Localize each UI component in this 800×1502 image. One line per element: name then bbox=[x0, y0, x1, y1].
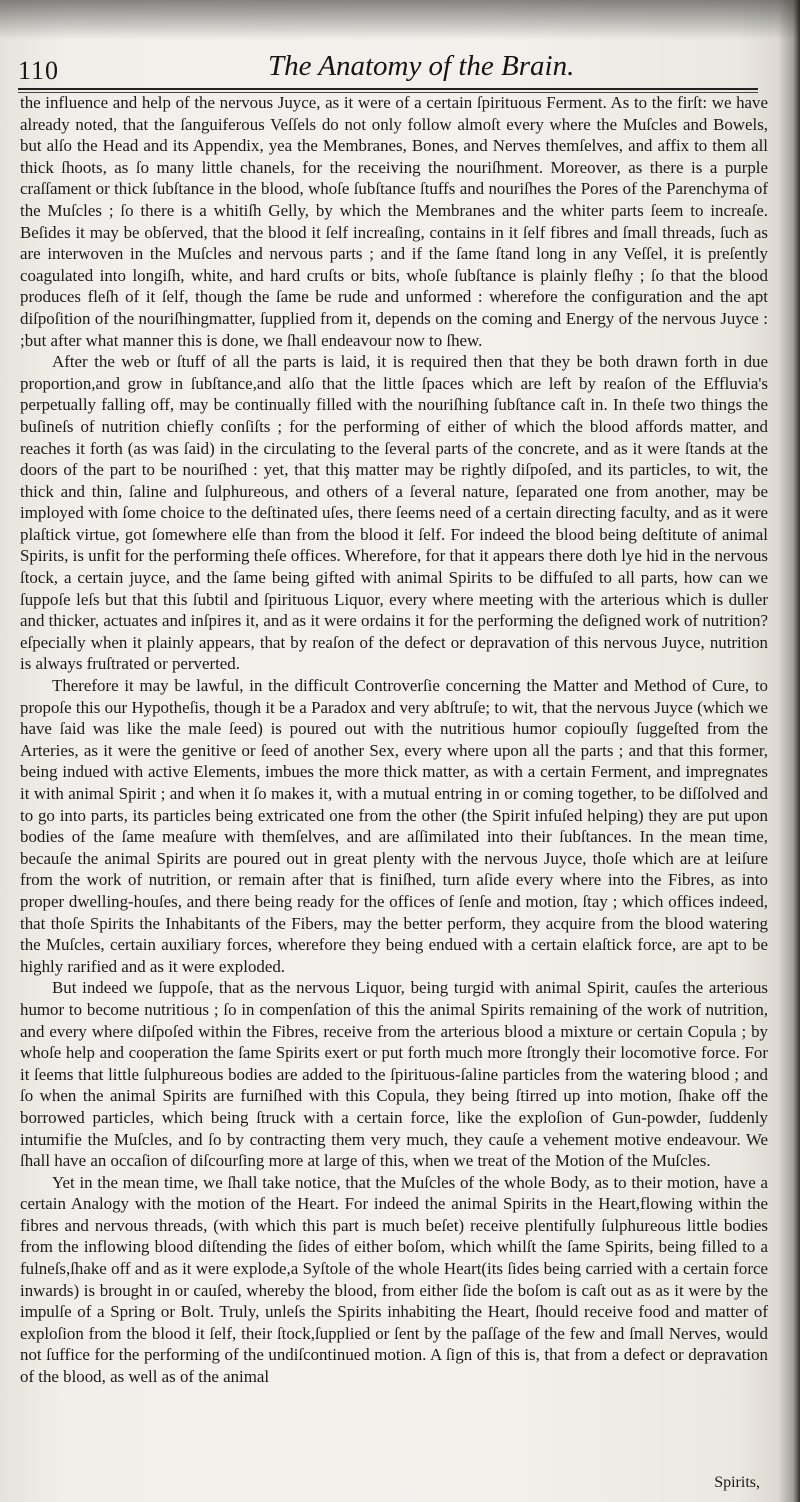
paragraph-3: Therefore it may be lawful, in the difficult Controverſie concerning the Matter and Method of Cure, to propoſe this our Hypotheſis, though it be a Paradox and very abſtruſe; to wit, that the nervous Juyce (which we have ſaid was like the male ſeed) is poured out with the nutritious humor copiouſly ſuggeſted from the Arteries, as it were the genitive or ſeed of another Sex, every where upon all the parts ; and that this former, being indued with active Elements, imbues the more thick matter, as with a certain Ferment, and impregnates it with animal Spirit ; and when it ſo makes it, with a mutual entring in or coming together, to be diſſolved and to go into parts, its particles being extricated one from the other (the Spirit infuſed helping) they are put upon bodies of the ſame meaſure with themſelves, and are aſſimilated into their ſubſtances. In the mean time, becauſe the animal Spirits are poured out in great plenty with the nervous Juyce, thoſe which are at leiſure from the work of nutrition, or remain after that is finiſhed, turn aſide every where into the Fibres, as into proper dwelling-houſes, and there being ready for the offices of ſenſe and motion, ſtay ; which offices indeed, that thoſe Spirits the Inhabitants of the Fibers, may the better perform, they acquire from the blood watering the Muſcles, certain auxiliary forces, wherefore they being endued with a certain elaſtick force, are apt to be highly rarified and as it were exploded. bbox=[20, 676, 768, 976]
page-header bbox=[18, 48, 760, 88]
body-text bbox=[20, 92, 768, 1482]
paragraph-5: Yet in the mean time, we ſhall take notice, that the Muſcles of the whole Body, as to their motion, have a certain Analogy with the motion of the Heart. For indeed the animal Spirits in the Heart,flowing within the fibres and nervous threads, (with which this part is much beſet) receive plentifully ſulphureous little bodies from the inflowing blood diſtending the ſides of either boſom, which whilſt the ſame Spirits, being filled to a fulneſs,ſhake off and as it were explode,a Syſtole of the whole Heart(its ſides being carried with a certain force inwards) is brought in or cauſed, whereby the blood, from either ſide the boſom is caſt out as as it were by the impulſe of a Spring or Bolt. Truly, unleſs the Spirits inhabiting the Heart, ſhould receive food and matter of exploſion from the blood it ſelf, their ſtock,ſupplied or ſent by the paſſage of the few and ſmall Nerves, would not ſuffice for the performing of the undiſcontinued motion. A ſign of this is, that from a defect or depravation of the blood, as well as of the animal bbox=[20, 1172, 768, 1387]
catchword: Spirits, bbox=[714, 1474, 760, 1491]
running-title: The Anatomy of the Brain. bbox=[268, 50, 575, 82]
paragraph-1: the influence and help of the nervous Juyce, as it were of a certain ſpirituous Ferment. As to the firſt: we have already noted, that the ſanguiferous Veſſels do not only follow almoſt every where the Muſcles and Bowels, but alſo the Head and its Appendix, yea the Membranes, Bones, and Nerves themſelves, and affix to them all thick ſhoots, as ſo many little chanels, for the receiving the nouriſhment. Moreover, as there is a purple craſſament or thick ſubſtance in the blood, whoſe ſubſtance ſtuffs and nouriſhes the Pores of the Parenchyma of the Muſcles ; ſo there is a whitiſh Gelly, by which the Membranes and the whiter parts ſeem to increaſe. Beſides it may be obſerved, that the blood it ſelf increaſing, contains in it ſelf fibres and ſmall threads, ſuch as are interwoven in the Muſcles and nervous parts ; and if the ſame ſtand long in any Veſſel, it is preſently coagulated into longiſh, white, and hard cruſts or bits, whoſe ſubſtance is plainly fleſhy ; ſo that the blood produces fleſh of it ſelf, though the ſame be rude and unformed : wherefore the configuration and the apt diſpoſition of the nouriſhingmatter, ſupplied from it, depends on the coming and Energy of the nervous Juyce : ;but after what manner this is done, we ſhall endeavour now to ſhew. bbox=[20, 93, 768, 350]
header-rule bbox=[18, 88, 758, 90]
top-edge-shadow bbox=[0, 0, 800, 40]
paragraph-4: But indeed we ſuppoſe, that as the nervous Liquor, being turgid with animal Spirit, cauſes the arterious humor to become nutritious ; ſo in compenſation of this the animal Spirits remaining of the work of nutrition, and every where diſpoſed within the Fibres, receive from the arterious blood a mixture or certain Copula ; by whoſe help and cooperation the ſame Spirits exert or put forth much more ſtrongly their locomotive force. For it ſeems that little ſulphureous bodies are added to the ſpirituous-ſaline particles from the watering blood ; and ſo when the animal Spirits are furniſhed with this Copula, they being ſtirred up into motion, ſhake off the borrowed particles, which being ſtruck with a certain force, like the exploſion of Gun-powder, ſuddenly intumifie the Muſcles, and ſo by contracting them very much, they cauſe a vehement motive endeavour. We ſhall have an occaſion of diſcourſing more at large of this, when we treat of the Motion of the Muſcles. bbox=[20, 978, 768, 1171]
paragraph-2: After the web or ſtuff of all the parts is laid, it is required then that they be both drawn forth in due proportion,and grow in ſubſtance,and alſo that the little ſpaces which are left by reaſon of the Effluvia's perpetually falling off, may be continually filled with the nouriſhing ſubſtance caſt in. In theſe two things the buſineſs of nutrition chiefly conſiſts ; for the performing of either of which the blood affords matter, and reaches it forth (as was ſaid) in the circulating to the ſeveral parts of the concrete, and as it were ſtands at the doors of the part to be nouriſhed : yet, that thiş matter may be rightly diſpoſed, and its particles, to wit, the thick and thin, ſaline and ſulphureous, and others of a ſeveral nature, ſeparated one from another, may be imployed with ſome choice to the deſtinated uſes, there ſeems need of a certain directing faculty, and as it were plaſtick virtue, got ſomewhere elſe than from the blood it ſelf. For indeed the blood being deſtitute of animal Spirits, is unfit for the performing theſe offices. Wherefore, for that it appears there doth lye hid in the nervous ſtock, a certain juyce, and the ſame being gifted with animal Spirits to be diffuſed to all parts, how can we ſuppoſe leſs but that this ſubtil and ſpirituous Liquor, every where meeting with the arterious which is duller and thicker, actuates and inſpires it, and as it were ordains it for the performing the deſigned work of nutrition? eſpecially when it plainly appears, that by reaſon of the defect or depravation of this nervous Juyce, nutrition is always fruſtrated or perverted. bbox=[20, 352, 768, 674]
page-number: 110 bbox=[18, 56, 60, 85]
gutter-shadow bbox=[778, 0, 800, 1502]
